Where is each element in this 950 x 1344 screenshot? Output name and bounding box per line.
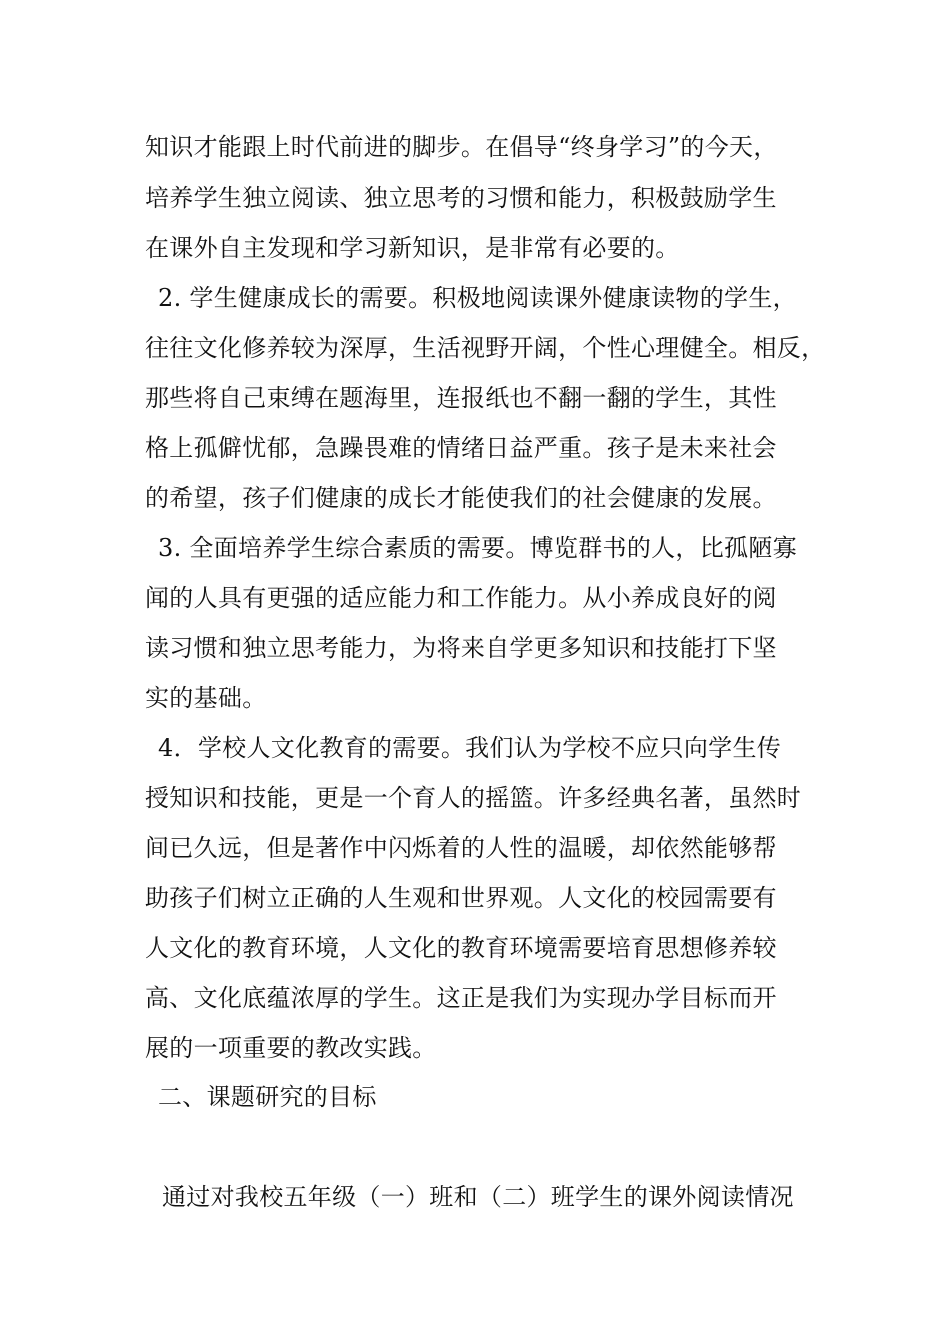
text-line-17: 人文化的教育环境，人文化的教育环境需要培育思想修养较: [145, 934, 777, 962]
section-heading-objectives: 二、课题研究的目标: [158, 1083, 377, 1111]
text-line-11: 读习惯和独立思考能力，为将来自学更多知识和技能打下坚: [145, 634, 777, 662]
text-line-5: 往往文化修养较为深厚，生活视野开阔，个性心理健全。相反，: [145, 334, 826, 362]
text-line-10: 闻的人具有更强的适应能力和工作能力。从小养成良好的阅: [145, 584, 777, 612]
section-3-heading-line: 3. 全面培养学生综合素质的需要。博览群书的人，比孤陋寡: [158, 534, 797, 562]
text-line-6: 那些将自己束缚在题海里，连报纸也不翻一翻的学生，其性: [145, 384, 777, 412]
text-line-19: 展的一项重要的教改实践。: [145, 1034, 437, 1062]
section-4-heading-line: 4．学校人文化教育的需要。我们认为学校不应只向学生传: [158, 734, 782, 762]
section-2-heading-line: 2. 学生健康成长的需要。积极地阅读课外健康读物的学生，: [158, 284, 797, 312]
text-line-12: 实的基础。: [145, 684, 267, 712]
text-line-21: 通过对我校五年级（一）班和（二）班学生的课外阅读情况: [162, 1183, 794, 1211]
text-line-16: 助孩子们树立正确的人生观和世界观。人文化的校园需要有: [145, 884, 777, 912]
text-line-3: 在课外自主发现和学习新知识，是非常有必要的。: [145, 234, 680, 262]
text-line-8: 的希望，孩子们健康的成长才能使我们的社会健康的发展。: [145, 484, 777, 512]
text-line-15: 间已久远，但是著作中闪烁着的人性的温暖，却依然能够帮: [145, 834, 777, 862]
text-line-18: 高、文化底蕴浓厚的学生。这正是我们为实现办学目标而开: [145, 984, 777, 1012]
text-line-1: 知识才能跟上时代前进的脚步。在倡导“终身学习”的今天，: [145, 133, 778, 161]
text-line-7: 格上孤僻忧郁，急躁畏难的情绪日益严重。孩子是未来社会: [145, 434, 777, 462]
text-line-14: 授知识和技能，更是一个育人的摇篮。许多经典名著，虽然时: [145, 784, 802, 812]
text-line-2: 培养学生独立阅读、独立思考的习惯和能力，积极鼓励学生: [145, 184, 777, 212]
